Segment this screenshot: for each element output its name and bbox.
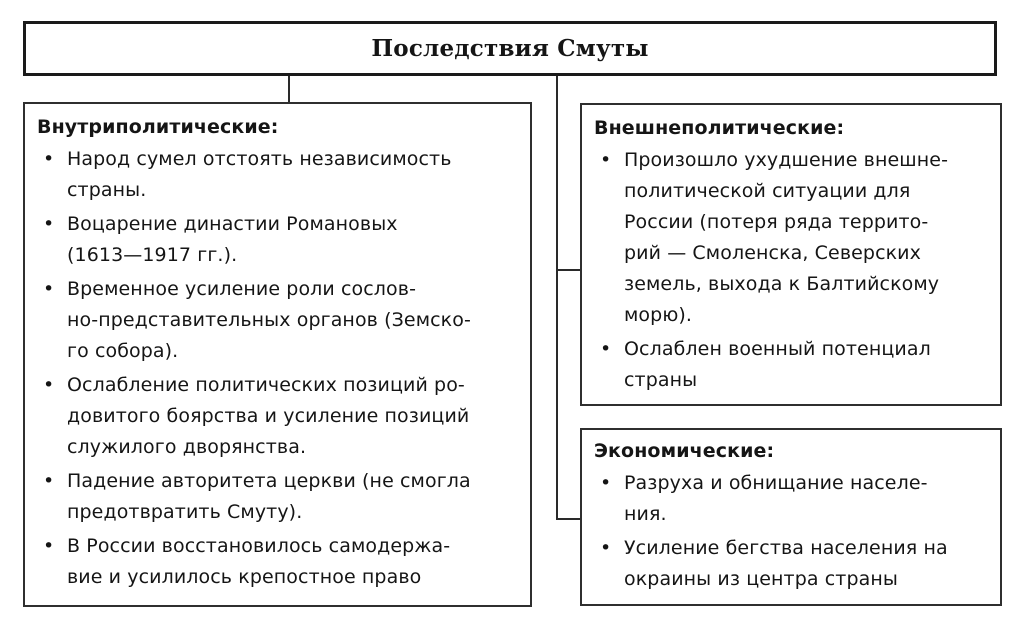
- item-text-line: Народ сумел отстоять независимость: [67, 148, 452, 170]
- external-list: [594, 145, 990, 396]
- item-text-line: Воцарение династии Романовых: [67, 213, 398, 235]
- item-text-line: Ослаблен военный потенциал: [624, 338, 931, 360]
- internal-heading: Внутриполитические:: [37, 116, 279, 138]
- internal-list-item: [37, 466, 518, 528]
- bullet-icon: •: [43, 535, 55, 557]
- external-list-item: [594, 145, 990, 331]
- external-consequences-box: [580, 103, 1002, 406]
- item-text-line: (1613—1917 гг.).: [67, 244, 238, 266]
- item-text-line: страны.: [67, 179, 147, 201]
- bullet-icon: •: [43, 470, 55, 492]
- item-text-line: довитого боярства и усиление позиций: [67, 405, 470, 427]
- item-text-line: предотвратить Смуту).: [67, 501, 303, 523]
- internal-list-item: [37, 531, 518, 593]
- item-text-line: Усиление бегства населения на: [624, 537, 948, 559]
- economic-list-item: [594, 468, 990, 530]
- item-text-line: ния.: [624, 503, 667, 525]
- bullet-icon: •: [43, 148, 55, 170]
- item-text-line: го собора).: [67, 340, 179, 362]
- internal-list-item: [37, 144, 518, 206]
- item-text-line: России (потеря ряда террито-: [624, 211, 929, 233]
- item-text-line: Произошло ухудшение внешне-: [624, 149, 949, 171]
- item-text-line: Временное усиление роли сослов-: [67, 278, 417, 300]
- economic-list: [594, 468, 990, 595]
- item-text-line: рий — Смоленска, Северских: [624, 242, 921, 264]
- internal-list-item: [37, 209, 518, 271]
- internal-list-item: [37, 370, 518, 463]
- economic-heading: Экономические:: [594, 440, 775, 462]
- item-text-line: служилого дворянства.: [67, 436, 307, 458]
- diagram-title-text: Последствия Смуты: [371, 35, 649, 62]
- bullet-icon: •: [600, 537, 612, 559]
- item-text-line: Падение авторитета церкви (не смогла: [67, 470, 471, 492]
- item-text-line: но-представительных органов (Земско-: [67, 309, 471, 331]
- bullet-icon: •: [600, 149, 612, 171]
- internal-list: [37, 144, 518, 593]
- item-text-line: Ослабление политических позиций ро-: [67, 374, 465, 396]
- connector-to-economic: [556, 518, 581, 520]
- bullet-icon: •: [600, 472, 612, 494]
- item-text-line: страны: [624, 369, 698, 391]
- bullet-icon: •: [43, 278, 55, 300]
- bullet-icon: •: [43, 374, 55, 396]
- external-list-item: [594, 334, 990, 396]
- connector-title-to-internal: [288, 76, 290, 103]
- item-text-line: окраины из центра страны: [624, 568, 899, 590]
- item-text-line: морю).: [624, 304, 693, 326]
- bullet-icon: •: [600, 338, 612, 360]
- external-heading: Внешнеполитические:: [594, 117, 845, 139]
- item-text-line: земель, выхода к Балтийскому: [624, 273, 940, 295]
- item-text-line: политической ситуации для: [624, 180, 911, 202]
- internal-consequences-box: [23, 102, 532, 607]
- connector-trunk: [556, 76, 558, 520]
- item-text-line: вие и усилилось крепостное право: [67, 566, 422, 588]
- connector-to-external: [556, 269, 581, 271]
- bullet-icon: •: [43, 213, 55, 235]
- economic-list-item: [594, 533, 990, 595]
- item-text-line: В России восстановилось самодержа-: [67, 535, 451, 557]
- item-text-line: Разруха и обнищание населе-: [624, 472, 928, 494]
- internal-list-item: [37, 274, 518, 367]
- economic-consequences-box: [580, 428, 1002, 606]
- diagram-title: [23, 21, 997, 76]
